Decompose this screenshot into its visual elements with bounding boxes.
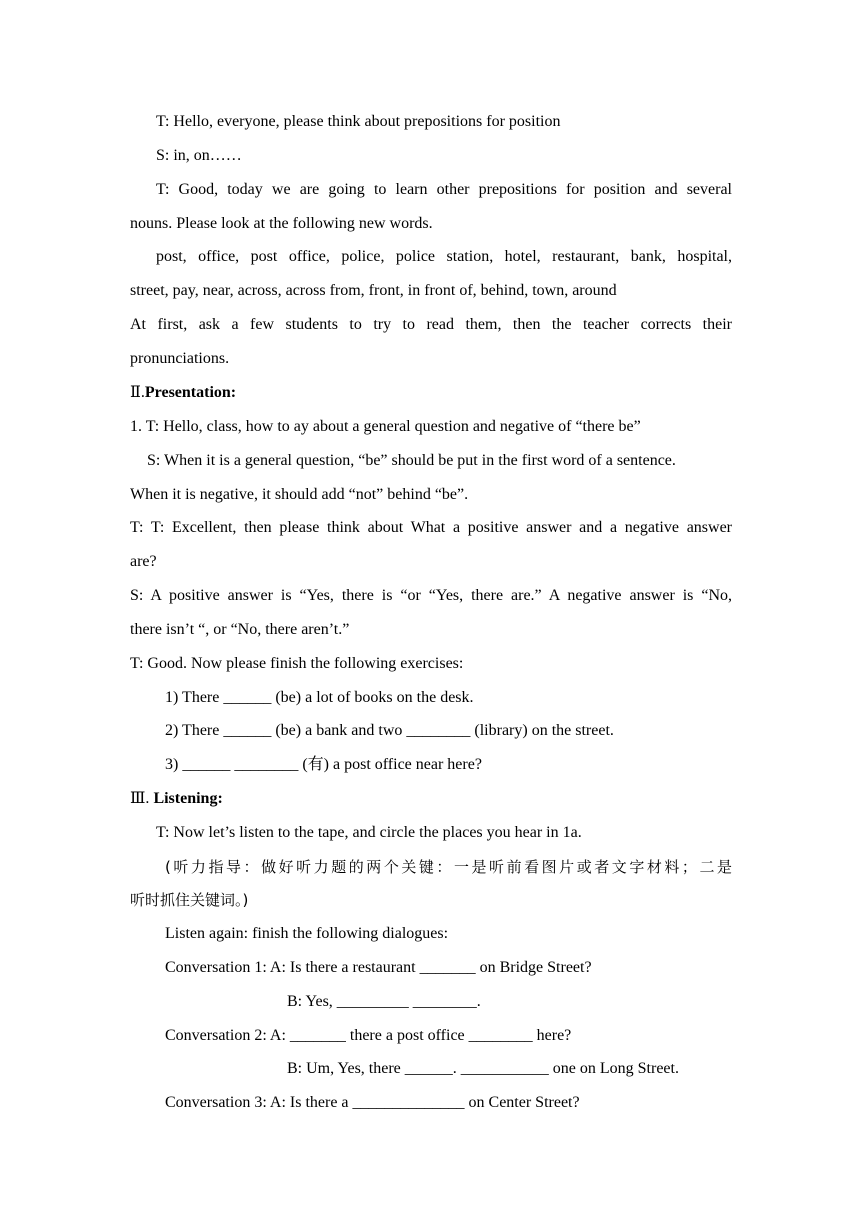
text-line: Listen again: finish the following dialogues: <box>165 925 449 942</box>
section-heading-listening <box>130 789 732 809</box>
conversation-line: Conversation 3: A: Is there a ______________ on Center Street? <box>165 1094 580 1111</box>
text-line: T: Now let’s listen to the tape, and circle the places you hear in 1a. <box>156 824 582 841</box>
text-line-chinese: 听时抓住关键词。) <box>130 891 249 909</box>
conversation-line: B: Um, Yes, there ______. ___________ one on Long Street. <box>287 1060 679 1077</box>
exercise-item: 1) There ______ (be) a lot of books on the desk. <box>165 689 474 706</box>
section-title: Presentation: <box>144 384 237 401</box>
conversation-line: Conversation 2: A: _______ there a post office ________ here? <box>165 1027 572 1044</box>
text-line: are? <box>130 553 157 570</box>
text-line: When it is negative, it should add “not” behind “be”. <box>130 486 469 503</box>
text-line: street, pay, near, across, across from, front, in front of, behind, town, around <box>130 282 617 299</box>
conversation-line: B: Yes, _________ ________. <box>287 993 481 1010</box>
text-line: post, office, post office, police, police station, hotel, restaurant, bank, hospital, <box>156 248 732 265</box>
section-title: Listening: <box>153 790 223 807</box>
text-line: S: A positive answer is “Yes, there is “or “Yes, there are.” A negative answer is “No, <box>130 587 732 604</box>
text-line: T: Hello, everyone, please think about prepositions for position <box>156 113 561 130</box>
text-line: At first, ask a few students to try to read them, then the teacher corrects their <box>130 316 732 333</box>
text-line: there isn’t “, or “No, there aren’t.” <box>130 621 350 638</box>
text-line: S: in, on…… <box>156 147 242 164</box>
exercise-item: 3) ______ ________ (有) a post office near here? <box>165 756 482 773</box>
text-line: T: Good, today we are going to learn other prepositions for position and several <box>156 181 732 198</box>
exercise-item: 2) There ______ (be) a bank and two ________ (library) on the street. <box>165 722 614 739</box>
conversation-line: Conversation 1: A: Is there a restaurant _______ on Bridge Street? <box>165 959 592 976</box>
text-line: 1. T: Hello, class, how to ay about a general question and negative of “there be” <box>130 418 641 435</box>
roman-numeral: Ⅲ. <box>130 790 150 807</box>
text-line: S: When it is a general question, “be” should be put in the first word of a sentence. <box>147 452 676 469</box>
text-line: nouns. Please look at the following new words. <box>130 215 433 232</box>
text-line: T: Good. Now please finish the following exercises: <box>130 655 464 672</box>
text-line-chinese: (听力指导：做好听力题的两个关键：一是听前看图片或者文字材料；二是 <box>165 858 732 876</box>
section-heading-presentation <box>130 383 732 403</box>
text-line: T: T: Excellent, then please think about What a positive answer and a negative answer <box>130 519 732 536</box>
text-line: pronunciations. <box>130 350 230 367</box>
roman-numeral: Ⅱ. <box>130 384 145 401</box>
